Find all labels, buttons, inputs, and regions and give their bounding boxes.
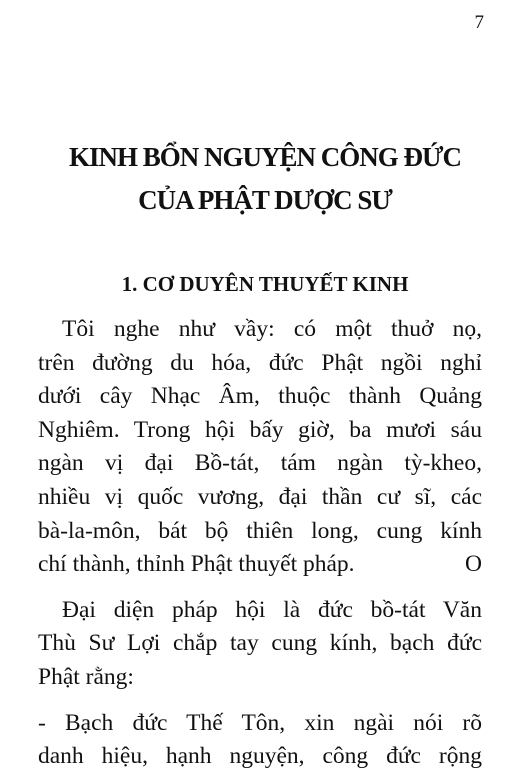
text-line: Phật rằng: [38,663,134,690]
title-line-2: CỦA PHẬT DƯỢC SƯ [138,185,392,215]
paragraph-gap [38,582,482,594]
text-line: Thù Sư Lợi chắp tay cung kính, bạch đức [38,630,482,657]
text-line: trên đường du hóa, đức Phật ngồi nghỉ [38,349,482,376]
text-line: ngàn vị đại Bồ-tát, tám ngàn tỳ-kheo, [38,450,482,477]
text-line-content: chí thành, thỉnh Phật thuyết pháp. [38,551,355,578]
end-mark: O [465,551,482,578]
text-line [38,548,482,582]
text-line: bà-la-môn, bát bộ thiên long, cung kính [38,517,482,544]
text-line: Nghiêm. Trong hội bấy giờ, ba mươi sáu [38,416,482,443]
paragraph-gap [38,695,482,707]
page-number: 7 [474,12,484,33]
section-heading: 1. CƠ DUYÊN THUYẾT KINH [121,272,409,296]
text-line: dưới cây Nhạc Âm, thuộc thành Quảng [38,383,482,410]
text-line: - Bạch đức Thế Tôn, xin ngài nói rõ [38,709,482,736]
text-line: Đại diện pháp hội là đức bồ-tát Văn [62,596,482,623]
text-line: Tôi nghe như vầy: có một thuở nọ, [62,316,482,342]
text-line: nhiều vị quốc vương, đại thần cư sĩ, các [38,483,482,510]
title-line-1: KINH BỔN NGUYỆN CÔNG ĐỨC [68,142,461,172]
text-line: danh hiệu, hạnh nguyện, công đức rộng [38,743,482,770]
body-text [38,313,482,774]
